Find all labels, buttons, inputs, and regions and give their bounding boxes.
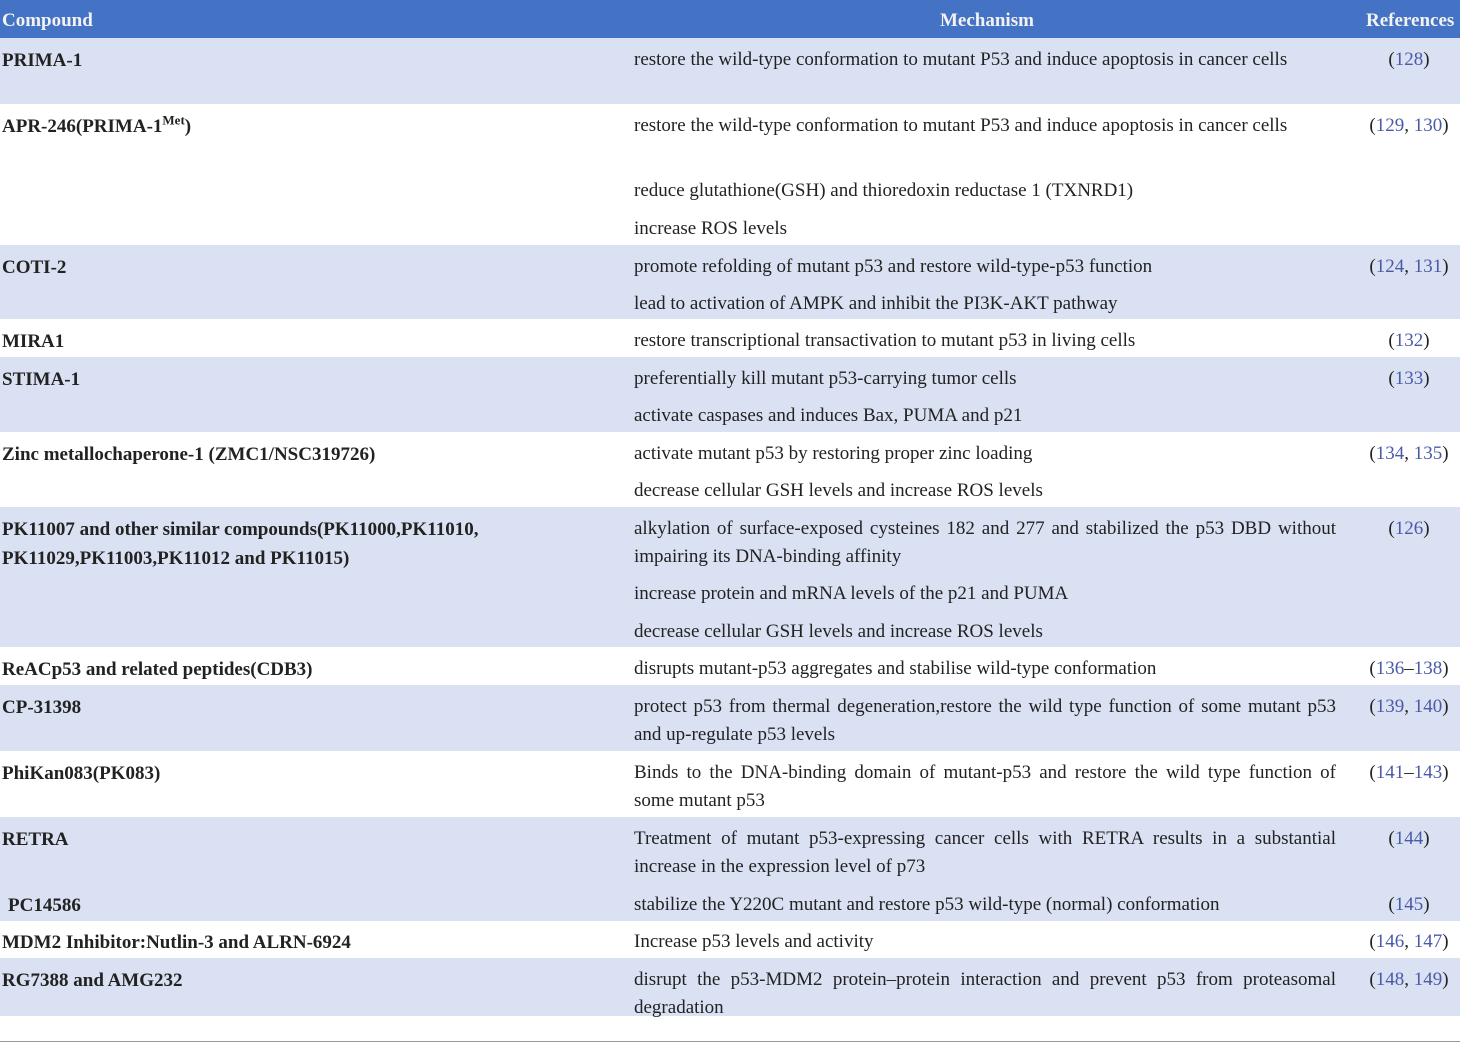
compound-name <box>2 693 592 722</box>
reference-link[interactable]: 139 <box>1375 696 1405 717</box>
mechanism-text <box>634 928 1336 956</box>
mechanism-text <box>634 253 1336 281</box>
table-row <box>0 647 1460 685</box>
references-cell: (124, 131) <box>1369 256 1449 277</box>
table-row <box>0 507 1460 647</box>
header-compound: Compound <box>2 10 93 31</box>
compound-text: PK11007 and other similar compounds(PK11000,PK11010, PK11029,PK11003,PK11012 and PK11015) <box>2 519 479 569</box>
mechanism-text <box>634 655 1336 683</box>
header-references: References <box>1366 10 1455 31</box>
mechanism-text <box>634 215 1336 243</box>
compound-name <box>2 825 592 854</box>
compound-text: STIMA-1 <box>2 369 81 390</box>
compound-name <box>2 365 592 394</box>
compound-text: Zinc metallochaperone-1 (ZMC1/NSC319726) <box>2 444 376 465</box>
mechanism-line: preferentially kill mutant p53-carrying tumor cells <box>634 368 1017 389</box>
compound-text: MDM2 Inhibitor:Nutlin-3 and ALRN-6924 <box>2 932 351 953</box>
compound-name <box>2 966 592 995</box>
reference-link[interactable]: 141 <box>1375 762 1405 783</box>
mechanism-line: stabilize the Y220C mutant and restore p53 wild-type (normal) conformation <box>634 894 1220 915</box>
mechanism-line: decrease cellular GSH levels and increase ROS levels <box>634 480 1043 501</box>
compound-name <box>2 759 592 788</box>
mechanism-line: lead to activation of AMPK and inhibit the PI3K-AKT pathway <box>634 293 1118 314</box>
compound-text: ReACp53 and related peptides(CDB3) <box>2 659 313 680</box>
mechanism-line: activate caspases and induces Bax, PUMA and p21 <box>634 405 1023 426</box>
mechanism-text <box>634 112 1336 140</box>
compound-name <box>2 112 592 141</box>
reference-separator: , <box>1404 696 1414 717</box>
references-cell: (132) <box>1388 330 1430 351</box>
mechanism-text <box>634 825 1336 881</box>
compound-text: APR-246(PRIMA-1 <box>2 116 163 137</box>
reference-link[interactable]: 140 <box>1413 696 1443 717</box>
mechanism-line: Treatment of mutant p53-expressing cancer cells with RETRA results in a substantial increase in the expression level of p73 <box>634 828 1336 877</box>
mechanism-line: increase protein and mRNA levels of the p21 and PUMA <box>634 583 1069 604</box>
table-row <box>0 884 1460 921</box>
references-cell: (134, 135) <box>1369 443 1449 464</box>
table-row <box>0 38 1460 104</box>
compound-name <box>2 46 592 75</box>
mechanism-text <box>634 580 1336 608</box>
reference-separator: – <box>1404 762 1414 783</box>
reference-link[interactable]: 131 <box>1413 256 1443 277</box>
mechanism-line: restore transcriptional transactivation to mutant p53 in living cells <box>634 330 1136 351</box>
compound-text: RETRA <box>2 829 69 850</box>
references-cell: (146, 147) <box>1369 931 1449 952</box>
compound-text: PC14586 <box>8 895 81 916</box>
compound-name <box>2 253 592 282</box>
reference-link[interactable]: 130 <box>1413 115 1443 136</box>
mechanism-line: decrease cellular GSH levels and increase ROS levels <box>634 621 1043 642</box>
mechanism-line: Increase p53 levels and activity <box>634 931 874 952</box>
compound-superscript: Met <box>162 112 185 128</box>
reference-separator: , <box>1404 443 1414 464</box>
reference-link[interactable]: 124 <box>1375 256 1405 277</box>
references-cell: (136–138) <box>1369 658 1449 679</box>
mechanism-text <box>634 618 1336 646</box>
mechanism-text <box>634 477 1336 505</box>
mechanism-line: reduce glutathione(GSH) and thioredoxin reductase 1 (TXNRD1) <box>634 180 1134 201</box>
mechanism-text <box>634 515 1336 571</box>
reference-link[interactable]: 148 <box>1375 969 1405 990</box>
references-cell: (128) <box>1388 49 1430 70</box>
mechanism-line: restore the wild-type conformation to mutant P53 and induce apoptosis in cancer cells <box>634 115 1288 136</box>
mechanism-text <box>634 290 1336 318</box>
mechanism-line: promote refolding of mutant p53 and restore wild-type-p53 function <box>634 256 1153 277</box>
reference-link[interactable]: 145 <box>1394 894 1424 915</box>
compound-suffix: ) <box>184 116 192 137</box>
reference-link[interactable]: 149 <box>1413 969 1443 990</box>
table-row <box>0 817 1460 884</box>
references-cell: (141–143) <box>1369 762 1449 783</box>
compound-text: RG7388 and AMG232 <box>2 970 183 991</box>
table-header <box>0 0 1460 38</box>
mechanism-line: disrupt the p53-MDM2 protein–protein interaction and prevent p53 from proteasomal degradation <box>634 969 1336 1018</box>
mechanism-text <box>634 440 1336 468</box>
compound-text: CP-31398 <box>2 697 82 718</box>
references-cell: (126) <box>1388 518 1430 539</box>
table-row <box>0 432 1460 507</box>
table-row <box>0 751 1460 817</box>
table-row <box>0 319 1460 357</box>
mechanism-text <box>634 365 1336 393</box>
table-bottom-rule <box>0 1041 1460 1042</box>
compound-text: PhiKan083(PK083) <box>2 763 161 784</box>
mechanism-line: activate mutant p53 by restoring proper zinc loading <box>634 443 1033 464</box>
references-cell: (133) <box>1388 368 1430 389</box>
reference-link[interactable]: 138 <box>1413 658 1443 679</box>
references-cell: (148, 149) <box>1369 969 1449 990</box>
mechanism-text <box>634 759 1336 815</box>
table-row <box>0 245 1460 319</box>
references-cell: (145) <box>1388 894 1430 915</box>
compound-name <box>8 891 598 920</box>
reference-link[interactable]: 129 <box>1375 115 1405 136</box>
reference-separator: , <box>1404 931 1414 952</box>
reference-link[interactable]: 133 <box>1394 368 1424 389</box>
table-row <box>0 685 1460 751</box>
references-cell: (139, 140) <box>1369 696 1449 717</box>
mechanism-line: Binds to the DNA-binding domain of mutant-p53 and restore the wild type function of some mutant p53 <box>634 762 1336 811</box>
reference-link[interactable]: 143 <box>1413 762 1443 783</box>
compound-name <box>2 928 592 957</box>
mechanism-text <box>634 693 1336 749</box>
mechanism-text <box>634 177 1336 205</box>
mechanism-line: restore the wild-type conformation to mutant P53 and induce apoptosis in cancer cells <box>634 49 1288 70</box>
references-cell: (129, 130) <box>1369 115 1449 136</box>
reference-link[interactable]: 136 <box>1375 658 1405 679</box>
reference-separator: – <box>1404 658 1414 679</box>
reference-link[interactable]: 126 <box>1394 518 1424 539</box>
mechanism-text <box>634 966 1336 1022</box>
compound-name <box>2 655 592 684</box>
reference-separator: , <box>1404 256 1414 277</box>
references-cell: (144) <box>1388 828 1430 849</box>
compound-text: COTI-2 <box>2 257 67 278</box>
reference-link[interactable]: 147 <box>1413 931 1443 952</box>
table-row <box>0 921 1460 958</box>
mechanism-line: increase ROS levels <box>634 218 788 239</box>
mechanism-text <box>634 46 1336 74</box>
reference-link[interactable]: 128 <box>1394 49 1424 70</box>
table-row <box>0 958 1460 1016</box>
compound-name <box>2 440 592 469</box>
reference-link[interactable]: 146 <box>1375 931 1405 952</box>
compound-name <box>2 515 592 573</box>
reference-link[interactable]: 144 <box>1394 828 1424 849</box>
mechanism-line: alkylation of surface-exposed cysteines 182 and 277 and stabilized the p53 DBD without impairing its DNA-binding affinity <box>634 518 1336 567</box>
table-row <box>0 357 1460 432</box>
compound-text: PRIMA-1 <box>2 50 83 71</box>
reference-link[interactable]: 135 <box>1413 443 1443 464</box>
mechanism-text <box>634 891 1336 919</box>
mechanism-text <box>634 327 1336 355</box>
mechanism-text <box>634 402 1336 430</box>
reference-link[interactable]: 134 <box>1375 443 1405 464</box>
reference-link[interactable]: 132 <box>1394 330 1424 351</box>
compound-text: MIRA1 <box>2 331 65 352</box>
table-row <box>0 104 1460 245</box>
compound-name <box>2 327 592 356</box>
reference-separator: , <box>1404 969 1414 990</box>
header-mechanism: Mechanism <box>940 10 1034 31</box>
mechanism-line: protect p53 from thermal degeneration,restore the wild type function of some mutant p53 and up-regulate p53 levels <box>634 696 1336 745</box>
reference-separator: , <box>1404 115 1414 136</box>
mechanism-line: disrupts mutant-p53 aggregates and stabilise wild-type conformation <box>634 658 1157 679</box>
